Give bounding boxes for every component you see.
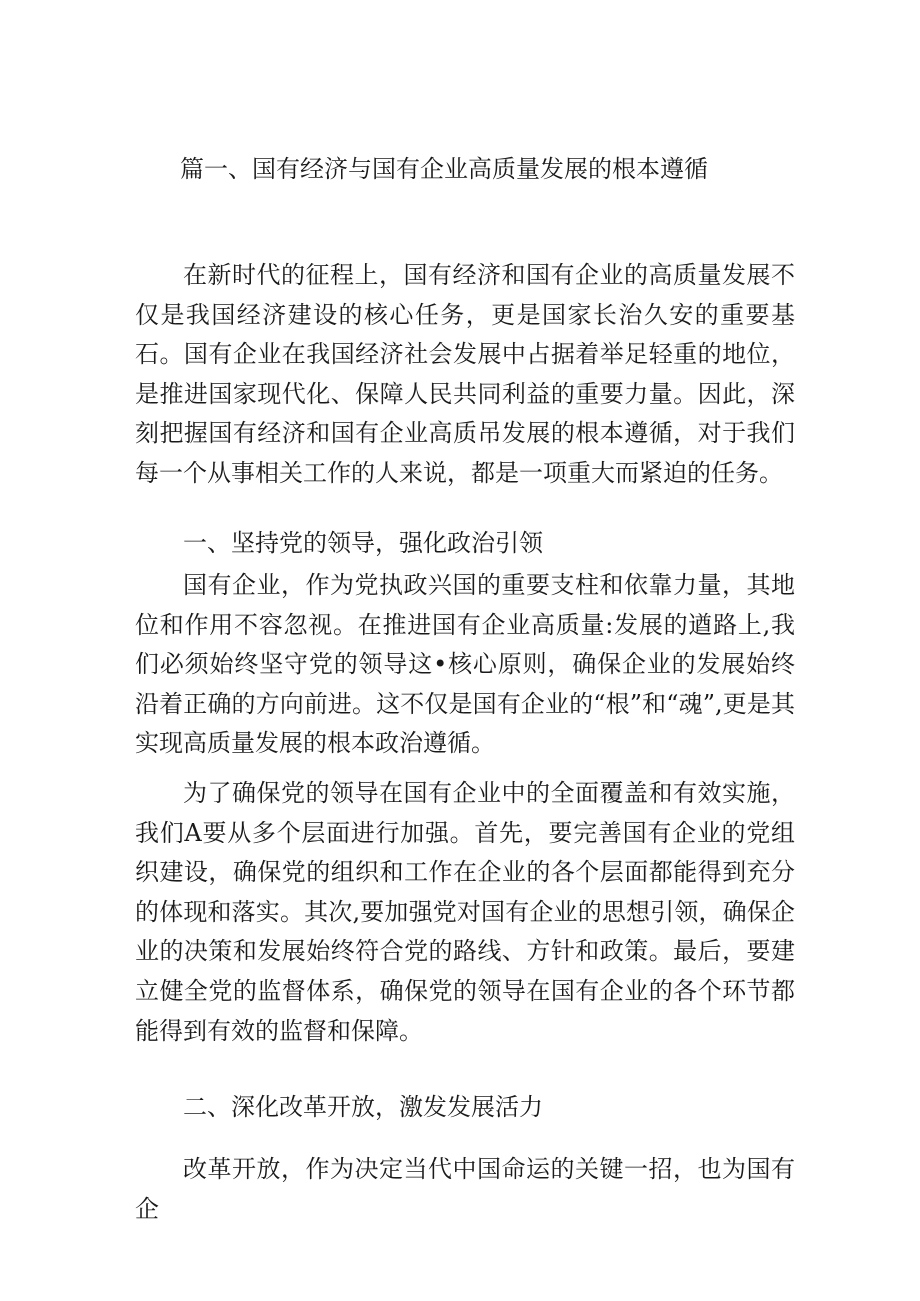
paragraph-party-measures: 为了确保党的领导在国有企业中的全面覆盖和有效实施，我们A要从多个层面进行加强。首先，要完善国有企业的党组织建设，确保党的组织和工作在企业的各个层面都能得到充分的体现和落实。其次,要加强党对国有企业的思想引领，确保企业的决策和发展始终符合党的路线、方针和政策。最后，要建立健全党的监督体系，确保党的领导在国有企业的各个环节都能得到有效的监督和保障。 xyxy=(135,779,795,1045)
paragraph-reform-opening: 改革开放，作为决定当代中国命运的关键一招，也为国有企 xyxy=(135,1155,795,1223)
section-heading-1: 一、坚持党的领导，强化政治引领 xyxy=(183,529,543,557)
paragraph-party-leadership: 国有企业，作为党执政兴国的重要支柱和依靠力量，其地位和作用不容忽视。在推进国有企业高质量:发展的遒路上,我们必须始终坚守党的领导这•核心原则，确保企业的发展始终沿着正确的方向前进。这不仅是国有企业的“根”和“魂”,更是其实现高质量发展的根本政治遵循。 xyxy=(135,571,795,758)
paragraph-intro: 在新时代的征程上，国有经济和国有企业的高质量发展不仅是我国经济建设的核心任务，更是国家长治久安的重要基石。国有企业在我国经济社会发展中占据着举足轻重的地位，是推进国家现代化、保障人民共同利益的重要力量。因此，深刻把握国有经济和国有企业高质吊发展的根本遵循，对于我们每一个从事相关工作的人来说，都是一项重大而紧迫的任务。 xyxy=(135,261,795,487)
section-heading-2: 二、深化改革开放，激发发展活力 xyxy=(183,1093,543,1121)
document-title: 篇一、国有经济与国有企业高质量发展的根本遵循 xyxy=(180,155,708,183)
